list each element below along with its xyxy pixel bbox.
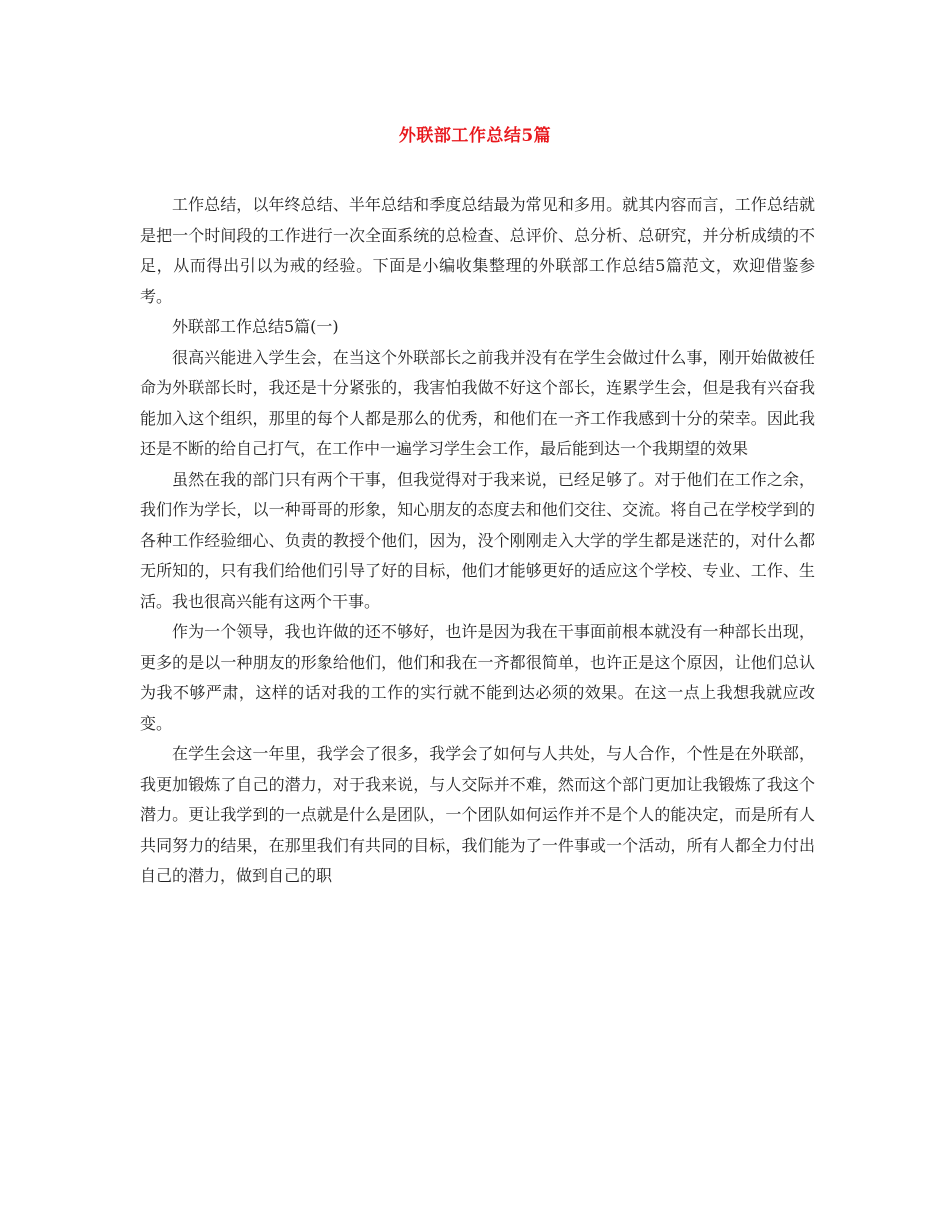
body-paragraph: 作为一个领导，我也许做的还不够好，也许是因为我在干事面前根本就没有一种部长出现，更多的是以一种朋友的形象给他们，他们和我在一齐都很简单，也许正是这个原因，让他们总认为我不够严肃，这样的话对我的工作的实行就不能到达必须的效果。在这一点上我想我就应改变。 <box>140 622 815 733</box>
intro-paragraph: 工作总结，以年终总结、半年总结和季度总结最为常见和多用。就其内容而言，工作总结就是把一个时间段的工作进行一次全面系统的总检查、总评价、总分析、总研究，并分析成绩的不足，从而得出引以为戒的经验。下面是小编收集整理的外联部工作总结5篇范文，欢迎借鉴参考。 <box>140 195 815 306</box>
document-body <box>140 190 815 892</box>
body-paragraph: 虽然在我的部门只有两个干事，但我觉得对于我来说，已经足够了。对于他们在工作之余，我们作为学长，以一种哥哥的形象，知心朋友的态度去和他们交往、交流。将自己在学校学到的各种工作经验细心、负责的教授个他们，因为，没个刚刚走入大学的学生都是迷茫的，对什么都无所知的，只有我们给他们引导了好的目标，他们才能够更好的适应这个学校、专业、工作、生活。我也很高兴能有这两个干事。 <box>140 469 815 611</box>
body-paragraph: 很高兴能进入学生会，在当这个外联部长之前我并没有在学生会做过什么事，刚开始做被任命为外联部长时，我还是十分紧张的，我害怕我做不好这个部长，连累学生会，但是我有兴奋我能加入这个组织，那里的每个人都是那么的优秀，和他们在一齐工作我感到十分的荣幸。因此我还是不断的给自己打气，在工作中一遍学习学生会工作，最后能到达一个我期望的效果 <box>140 347 815 458</box>
body-paragraph: 在学生会这一年里，我学会了很多，我学会了如何与人共处，与人合作，个性是在外联部，我更加锻炼了自己的潜力，对于我来说，与人交际并不难，然而这个部门更加让我锻炼了我这个潜力。更让我学到的一点就是什么是团队，一个团队如何运作并不是个人的能决定，而是所有人共同努力的结果，在那里我们有共同的目标，我们能为了一件事或一个活动，所有人都全力付出自己的潜力，做到自己的职 <box>140 744 815 885</box>
document-title: 外联部工作总结5篇 <box>398 126 552 146</box>
section-heading: 外联部工作总结5篇(一) <box>172 317 339 336</box>
